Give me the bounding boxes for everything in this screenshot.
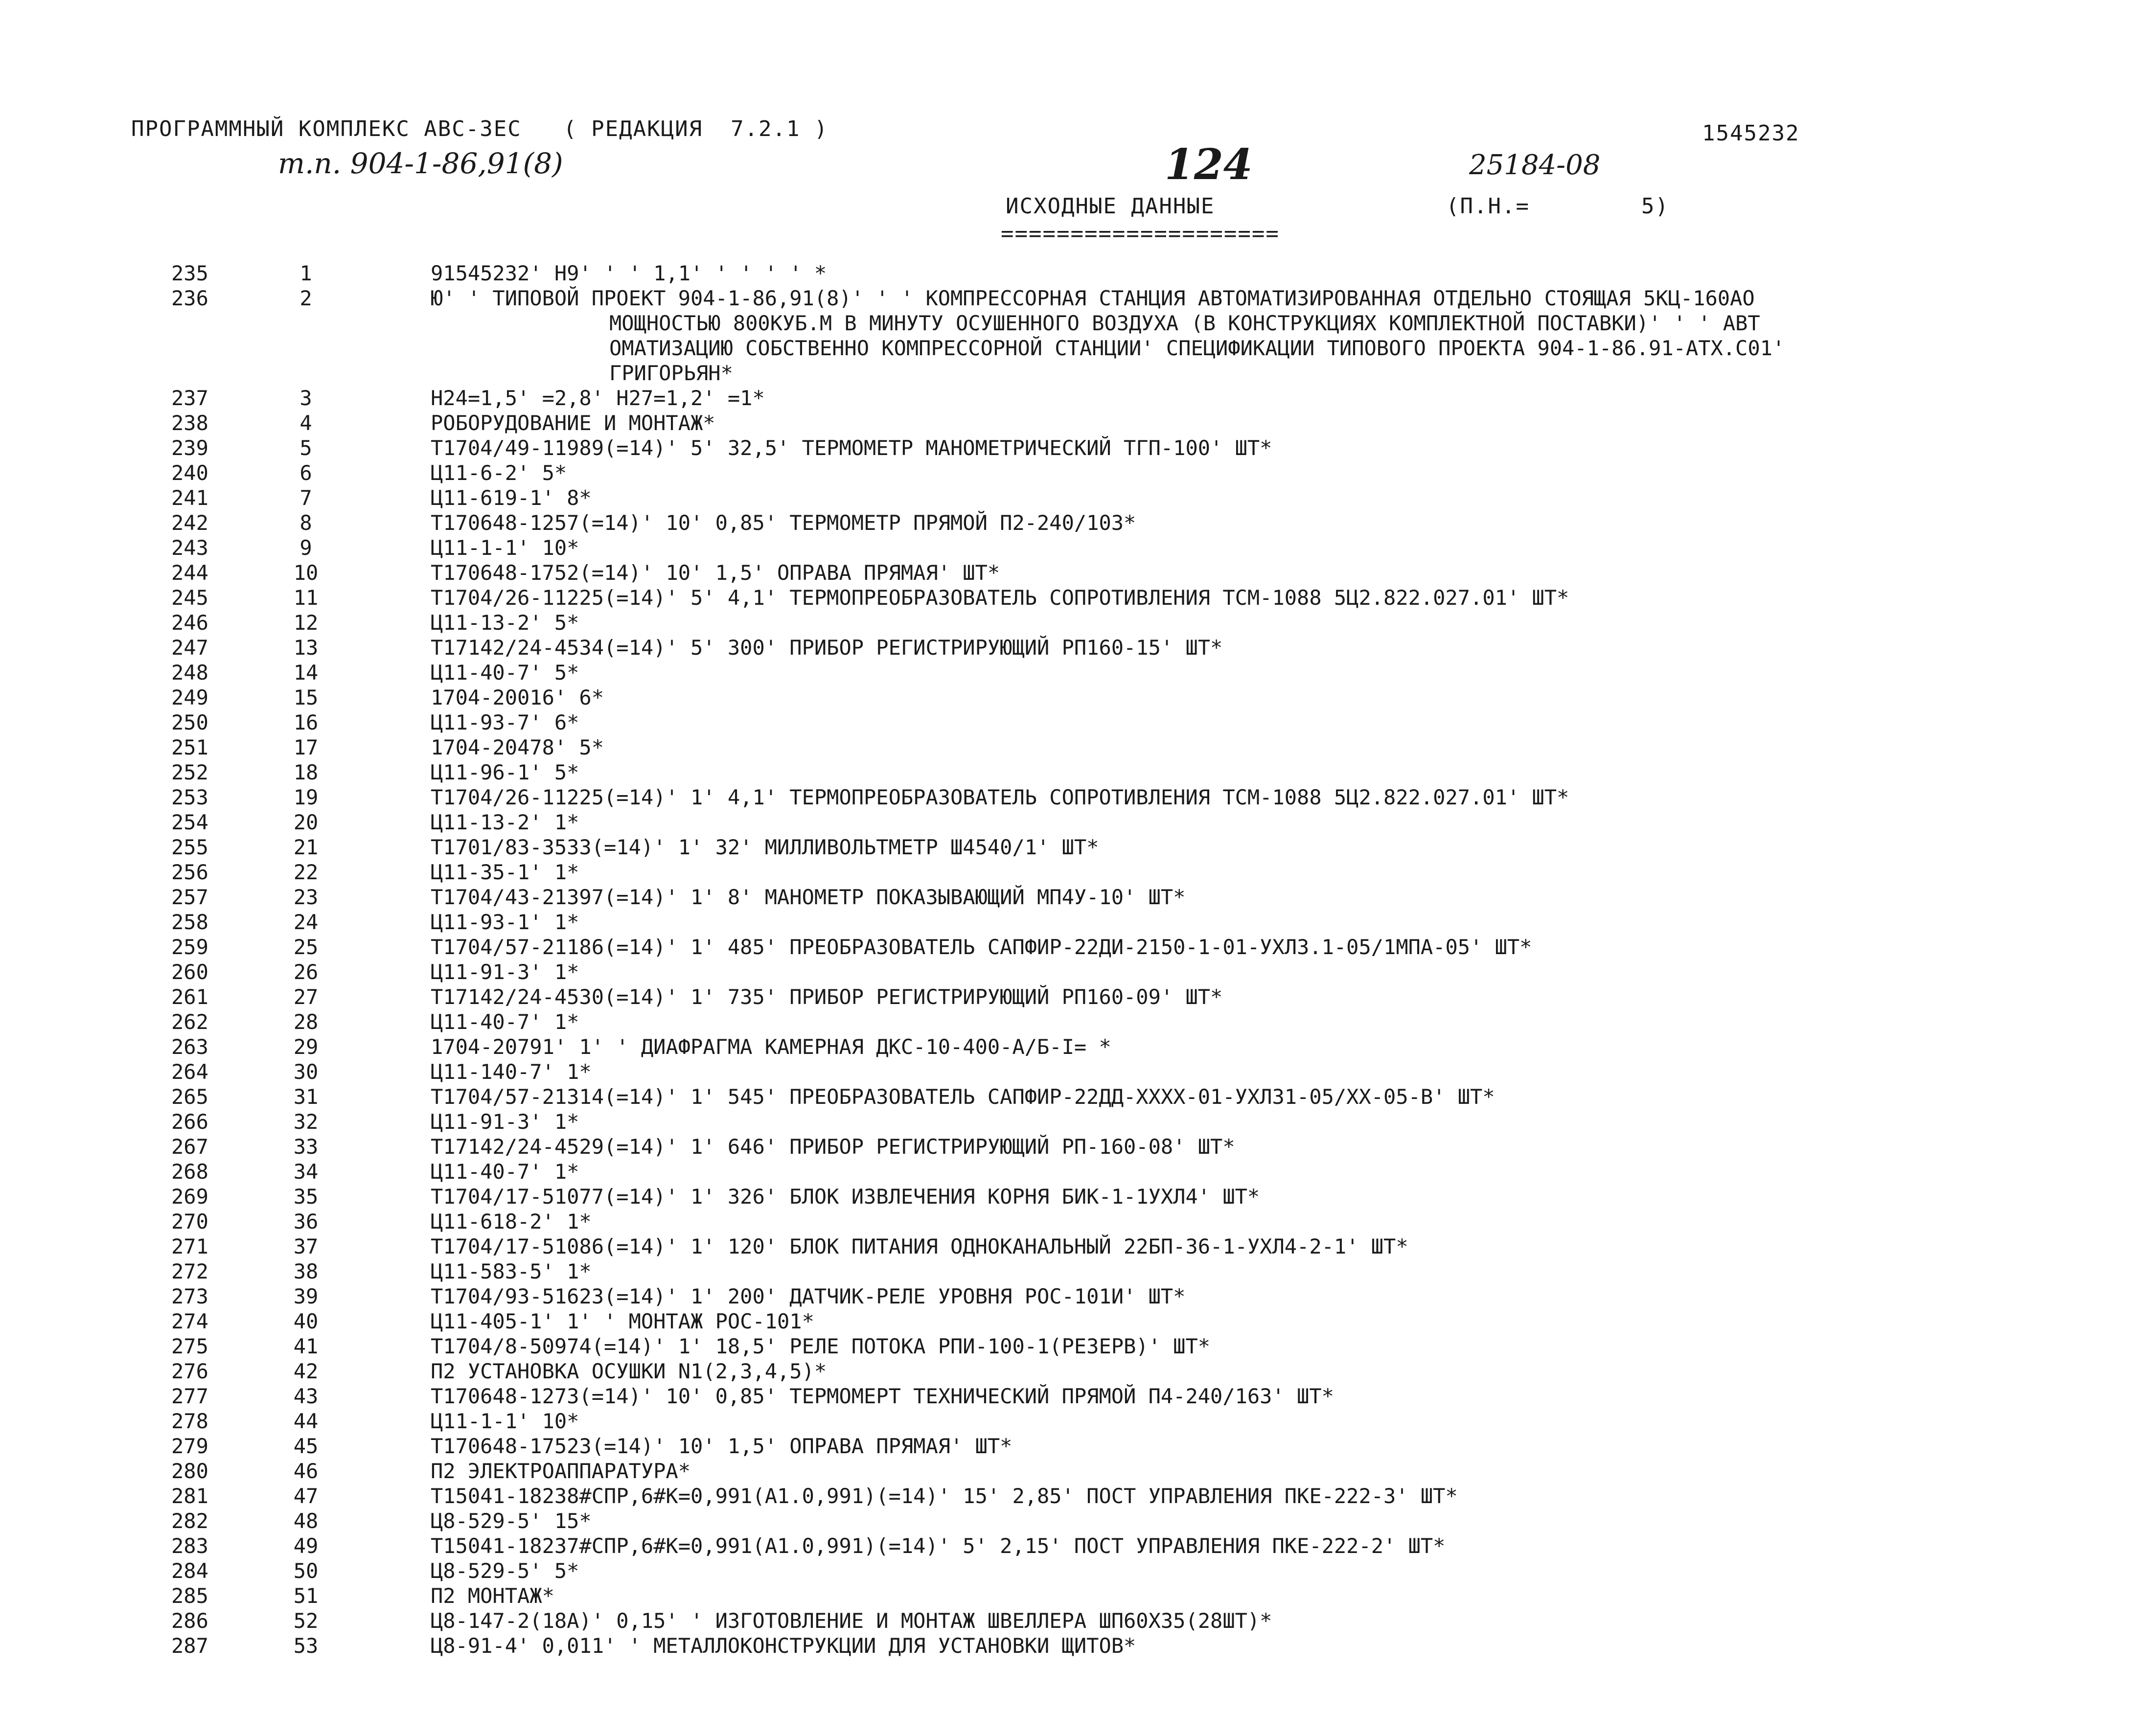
- row-sequence-number: 28: [293, 1010, 319, 1034]
- listing-row: [0, 610, 2140, 635]
- row-sequence-number: 18: [293, 760, 319, 784]
- row-text: Т15041-18237#СПР,6#К=0,991(А1.0,991)(=14)' 5' 2,15' ПОСТ УПРАВЛЕНИЯ ПКЕ-222-2' ШТ*: [431, 1534, 1446, 1558]
- listing-row: [0, 635, 2140, 660]
- row-line-number: 253: [171, 785, 208, 809]
- row-sequence-number: 41: [293, 1334, 319, 1358]
- row-line-number: 264: [171, 1060, 208, 1084]
- row-sequence-number: 9: [299, 536, 312, 560]
- listing-row: [0, 460, 2140, 485]
- row-sequence-number: 21: [293, 835, 319, 859]
- row-sequence-number: 52: [293, 1609, 319, 1633]
- row-line-number: 251: [171, 735, 208, 759]
- row-sequence-number: 23: [293, 885, 319, 909]
- row-text: Ц11-405-1' 1' ' МОНТАЖ РОС-101*: [431, 1309, 814, 1333]
- row-text: Ц11-1-1' 10*: [431, 1409, 579, 1433]
- row-sequence-number: 26: [293, 960, 319, 984]
- row-sequence-number: 4: [299, 411, 312, 435]
- row-sequence-number: 42: [293, 1359, 319, 1383]
- row-text: Ц11-35-1' 1*: [431, 860, 579, 884]
- row-text: РОБОРУДОВАНИЕ И МОНТАЖ*: [431, 411, 715, 435]
- row-sequence-number: 48: [293, 1509, 319, 1533]
- listing-row: [0, 735, 2140, 760]
- program-title: ПРОГРАММНЫЙ КОМПЛЕКС АВС-3ЕС ( РЕДАКЦИЯ 7.2.1 ): [131, 116, 828, 141]
- row-text: Ц11-93-7' 6*: [431, 710, 579, 734]
- row-sequence-number: 31: [293, 1085, 319, 1109]
- row-text: Т1704/26-11225(=14)' 5' 4,1' ТЕРМОПРЕОБРАЗОВАТЕЛЬ СОПРОТИВЛЕНИЯ ТСМ-1088 5Ц2.822.027.01' ШТ*: [431, 586, 1569, 610]
- listing-row: [0, 1334, 2140, 1359]
- page-number-label: (П.Н.= 5): [1446, 194, 1669, 219]
- listing-row: [0, 1184, 2140, 1209]
- row-text: Т15041-18238#СПР,6#К=0,991(А1.0,991)(=14)' 15' 2,85' ПОСТ УПРАВЛЕНИЯ ПКЕ-222-3' ШТ*: [431, 1484, 1458, 1508]
- row-line-number: 282: [171, 1509, 208, 1533]
- row-line-number: 250: [171, 710, 208, 734]
- row-line-number: 252: [171, 760, 208, 784]
- row-text: Ц11-618-2' 1*: [431, 1210, 592, 1233]
- row-text: Т1701/83-3533(=14)' 1' 32' МИЛЛИВОЛЬТМЕТР Ш4540/1' ШТ*: [431, 835, 1099, 859]
- row-line-number: 272: [171, 1259, 208, 1283]
- listing-row: [0, 1633, 2140, 1658]
- row-line-number: 260: [171, 960, 208, 984]
- row-text: Ц11-619-1' 8*: [431, 486, 592, 510]
- row-line-number: 239: [171, 436, 208, 460]
- row-text: Ц11-40-7' 1*: [431, 1010, 579, 1034]
- row-line-number: 285: [171, 1584, 208, 1608]
- listing-row: [0, 710, 2140, 735]
- row-line-number: 245: [171, 586, 208, 610]
- row-sequence-number: 20: [293, 810, 319, 834]
- row-line-number: 278: [171, 1409, 208, 1433]
- section-underline: ====================: [1001, 221, 1280, 246]
- row-text: Т1704/26-11225(=14)' 1' 4,1' ТЕРМОПРЕОБРАЗОВАТЕЛЬ СОПРОТИВЛЕНИЯ ТСМ-1088 5Ц2.822.027.01' ШТ*: [431, 785, 1569, 809]
- row-sequence-number: 10: [293, 561, 319, 585]
- row-sequence-number: 39: [293, 1284, 319, 1308]
- row-sequence-number: 19: [293, 785, 319, 809]
- row-line-number: 279: [171, 1434, 208, 1458]
- listing-row: [0, 386, 2140, 411]
- row-line-number: 255: [171, 835, 208, 859]
- listing-row: [0, 760, 2140, 785]
- row-sequence-number: 40: [293, 1309, 319, 1333]
- listing-row: [0, 1384, 2140, 1409]
- row-text: Ц11-40-7' 1*: [431, 1160, 579, 1184]
- row-text: Ц11-140-7' 1*: [431, 1060, 592, 1084]
- listing-row: [0, 286, 2140, 311]
- row-line-number: 263: [171, 1035, 208, 1059]
- row-line-number: 265: [171, 1085, 208, 1109]
- row-line-number: 268: [171, 1160, 208, 1184]
- listing-row: [0, 535, 2140, 560]
- row-text: Т170648-1752(=14)' 10' 1,5' ОПРАВА ПРЯМАЯ' ШТ*: [431, 561, 1000, 585]
- row-line-number: 267: [171, 1135, 208, 1159]
- row-sequence-number: 38: [293, 1259, 319, 1283]
- row-line-number: 257: [171, 885, 208, 909]
- row-sequence-number: 25: [293, 935, 319, 959]
- row-text: Т17142/24-4530(=14)' 1' 735' ПРИБОР РЕГИСТРИРУЮЩИЙ РП160-09' ШТ*: [431, 985, 1223, 1009]
- row-text: Т1704/57-21314(=14)' 1' 545' ПРЕОБРАЗОВАТЕЛЬ САПФИР-22ДД-ХХХХ-01-УХЛ31-05/ХХ-05-В' ШТ*: [431, 1085, 1495, 1109]
- row-text: П2 МОНТАЖ*: [431, 1584, 554, 1608]
- data-listing: [0, 261, 2140, 1658]
- row-line-number: 258: [171, 910, 208, 934]
- row-text: Ц11-93-1' 1*: [431, 910, 579, 934]
- row-text: Ц11-13-2' 5*: [431, 611, 579, 635]
- listing-row: [0, 1034, 2140, 1059]
- row-sequence-number: 53: [293, 1634, 319, 1658]
- listing-row: [0, 1508, 2140, 1533]
- row-continuation-text: ГРИГОРЬЯН*: [609, 361, 733, 385]
- row-sequence-number: 7: [299, 486, 312, 510]
- row-sequence-number: 1: [299, 261, 312, 285]
- row-line-number: 248: [171, 661, 208, 685]
- row-text: П2 УСТАНОВКА ОСУШКИ N1(2,3,4,5)*: [431, 1359, 827, 1383]
- listing-row: [0, 1209, 2140, 1234]
- row-text: Ц11-91-3' 1*: [431, 1110, 579, 1134]
- row-line-number: 262: [171, 1010, 208, 1034]
- row-sequence-number: 43: [293, 1384, 319, 1408]
- row-text: Т170648-17523(=14)' 10' 1,5' ОПРАВА ПРЯМАЯ' ШТ*: [431, 1434, 1012, 1458]
- listing-row: [0, 984, 2140, 1009]
- listing-row: [0, 1059, 2140, 1084]
- listing-row: [0, 1159, 2140, 1184]
- row-line-number: 246: [171, 611, 208, 635]
- row-line-number: 241: [171, 486, 208, 510]
- listing-row: [0, 510, 2140, 535]
- row-sequence-number: 35: [293, 1185, 319, 1209]
- row-sequence-number: 6: [299, 461, 312, 485]
- row-line-number: 247: [171, 636, 208, 660]
- row-text: Ц8-147-2(18А)' 0,15' ' ИЗГОТОВЛЕНИЕ И МОНТАЖ ШВЕЛЛЕРА ШП60Х35(28ШТ)*: [431, 1609, 1272, 1633]
- row-text: Ц8-91-4' 0,011' ' МЕТАЛЛОКОНСТРУКЦИИ ДЛЯ УСТАНОВКИ ЩИТОВ*: [431, 1634, 1136, 1658]
- listing-row: [0, 810, 2140, 835]
- row-sequence-number: 11: [293, 586, 319, 610]
- listing-row: [0, 261, 2140, 286]
- row-line-number: 283: [171, 1534, 208, 1558]
- row-text: Ц8-529-5' 15*: [431, 1509, 592, 1533]
- row-text: Ц11-1-1' 10*: [431, 536, 579, 560]
- listing-row: [0, 885, 2140, 910]
- listing-row: [0, 1084, 2140, 1109]
- row-line-number: 277: [171, 1384, 208, 1408]
- row-sequence-number: 47: [293, 1484, 319, 1508]
- row-sequence-number: 49: [293, 1534, 319, 1558]
- listing-row: [0, 1558, 2140, 1583]
- row-line-number: 273: [171, 1284, 208, 1308]
- row-sequence-number: 2: [299, 286, 312, 310]
- row-line-number: 243: [171, 536, 208, 560]
- section-title: ИСХОДНЫЕ ДАННЫЕ: [1006, 194, 1215, 219]
- row-sequence-number: 12: [293, 611, 319, 635]
- row-sequence-number: 51: [293, 1584, 319, 1608]
- document-number: 1545232: [1702, 121, 1800, 146]
- listing-row: [0, 1109, 2140, 1134]
- row-text: П2 ЭЛЕКТРОАППАРАТУРА*: [431, 1459, 691, 1483]
- row-text: Н24=1,5' =2,8' Н27=1,2' =1*: [431, 386, 765, 410]
- row-sequence-number: 15: [293, 685, 319, 709]
- listing-row: [0, 1284, 2140, 1309]
- listing-row: [0, 860, 2140, 885]
- row-text: Т1704/49-11989(=14)' 5' 32,5' ТЕРМОМЕТР МАНОМЕТРИЧЕСКИЙ ТГП-100' ШТ*: [431, 436, 1272, 460]
- row-sequence-number: 44: [293, 1409, 319, 1433]
- listing-row: [0, 1409, 2140, 1434]
- listing-row: [0, 336, 2140, 361]
- row-sequence-number: 13: [293, 636, 319, 660]
- listing-row: [0, 1009, 2140, 1034]
- listing-row: [0, 1583, 2140, 1608]
- row-text: Ц8-529-5' 5*: [431, 1559, 579, 1583]
- listing-row: [0, 1234, 2140, 1259]
- listing-row: [0, 660, 2140, 685]
- row-sequence-number: 16: [293, 710, 319, 734]
- row-sequence-number: 24: [293, 910, 319, 934]
- row-text: 1704-20478' 5*: [431, 735, 604, 759]
- row-text: Ц11-6-2' 5*: [431, 461, 567, 485]
- row-sequence-number: 3: [299, 386, 312, 410]
- listing-row: [0, 1484, 2140, 1508]
- row-text: Ц11-13-2' 1*: [431, 810, 579, 834]
- listing-row: [0, 585, 2140, 610]
- listing-row: [0, 785, 2140, 810]
- handwritten-code: 25184-08: [1469, 149, 1601, 181]
- row-sequence-number: 30: [293, 1060, 319, 1084]
- row-text: Т170648-1257(=14)' 10' 0,85' ТЕРМОМЕТР ПРЯМОЙ П2-240/103*: [431, 511, 1136, 535]
- row-line-number: 275: [171, 1334, 208, 1358]
- listing-row: [0, 935, 2140, 959]
- listing-row: [0, 485, 2140, 510]
- row-text: Ц11-40-7' 5*: [431, 661, 579, 685]
- row-line-number: 276: [171, 1359, 208, 1383]
- row-line-number: 244: [171, 561, 208, 585]
- row-sequence-number: 50: [293, 1559, 319, 1583]
- row-text: Т170648-1273(=14)' 10' 0,85' ТЕРМОМЕРТ ТЕХНИЧЕСКИЙ ПРЯМОЙ П4-240/163' ШТ*: [431, 1384, 1334, 1408]
- row-line-number: 256: [171, 860, 208, 884]
- row-line-number: 270: [171, 1210, 208, 1233]
- row-sequence-number: 34: [293, 1160, 319, 1184]
- listing-row: [0, 311, 2140, 336]
- row-sequence-number: 17: [293, 735, 319, 759]
- row-line-number: 271: [171, 1234, 208, 1258]
- listing-row: [0, 910, 2140, 935]
- row-line-number: 281: [171, 1484, 208, 1508]
- row-line-number: 284: [171, 1559, 208, 1583]
- row-sequence-number: 8: [299, 511, 312, 535]
- row-sequence-number: 36: [293, 1210, 319, 1233]
- row-line-number: 236: [171, 286, 208, 310]
- row-text: Т1704/43-21397(=14)' 1' 8' МАНОМЕТР ПОКАЗЫВАЮЩИЙ МП4У-10' ШТ*: [431, 885, 1186, 909]
- row-text: Т1704/8-50974(=14)' 1' 18,5' РЕЛЕ ПОТОКА РПИ-100-1(РЕЗЕРВ)' ШТ*: [431, 1334, 1211, 1358]
- row-sequence-number: 32: [293, 1110, 319, 1134]
- listing-row: [0, 1309, 2140, 1334]
- row-text: 1704-20016' 6*: [431, 685, 604, 709]
- row-line-number: 235: [171, 261, 208, 285]
- row-text: Т1704/93-51623(=14)' 1' 200' ДАТЧИК-РЕЛЕ УРОВНЯ РОС-101И' ШТ*: [431, 1284, 1186, 1308]
- row-text: Ц11-91-3' 1*: [431, 960, 579, 984]
- listing-row: [0, 361, 2140, 386]
- row-line-number: 274: [171, 1309, 208, 1333]
- row-text: Т1704/17-51086(=14)' 1' 120' БЛОК ПИТАНИЯ ОДНОКАНАЛЬНЫЙ 22БП-36-1-УХЛ4-2-1' ШТ*: [431, 1234, 1408, 1258]
- row-text: Т17142/24-4529(=14)' 1' 646' ПРИБОР РЕГИСТРИРУЮЩИЙ РП-160-08' ШТ*: [431, 1135, 1235, 1159]
- row-line-number: 280: [171, 1459, 208, 1483]
- row-text: Ц11-583-5' 1*: [431, 1259, 592, 1283]
- row-sequence-number: 5: [299, 436, 312, 460]
- row-text: Т1704/17-51077(=14)' 1' 326' БЛОК ИЗВЛЕЧЕНИЯ КОРНЯ БИК-1-1УХЛ4' ШТ*: [431, 1185, 1260, 1209]
- row-line-number: 249: [171, 685, 208, 709]
- listing-row: [0, 560, 2140, 585]
- listing-row: [0, 411, 2140, 435]
- listing-row: [0, 1533, 2140, 1558]
- row-line-number: 261: [171, 985, 208, 1009]
- row-sequence-number: 37: [293, 1234, 319, 1258]
- listing-row: [0, 685, 2140, 710]
- row-line-number: 238: [171, 411, 208, 435]
- row-line-number: 240: [171, 461, 208, 485]
- listing-row: [0, 835, 2140, 860]
- row-line-number: 254: [171, 810, 208, 834]
- listing-row: [0, 1459, 2140, 1484]
- row-sequence-number: 14: [293, 661, 319, 685]
- row-line-number: 269: [171, 1185, 208, 1209]
- row-text: 91545232' Н9' ' ' 1,1' ' ' ' ' *: [431, 261, 827, 285]
- row-text: 1704-20791' 1' ' ДИАФРАГМА КАМЕРНАЯ ДКС-10-400-А/Б-I= *: [431, 1035, 1111, 1059]
- listing-row: [0, 1134, 2140, 1159]
- row-sequence-number: 27: [293, 985, 319, 1009]
- listing-row: [0, 1259, 2140, 1284]
- row-line-number: 287: [171, 1634, 208, 1658]
- listing-row: [0, 435, 2140, 460]
- row-text: Ю' ' ТИПОВОЙ ПРОЕКТ 904-1-86,91(8)' ' ' КОМПРЕССОРНАЯ СТАНЦИЯ АВТОМАТИЗИРОВАННАЯ ОТДЕЛЬНО СТОЯЩАЯ 5КЦ-160АО: [431, 286, 1755, 310]
- row-sequence-number: 33: [293, 1135, 319, 1159]
- row-continuation-text: ОМАТИЗАЦИЮ СОБСТВЕННО КОМПРЕССОРНОЙ СТАНЦИИ' СПЕЦИФИКАЦИИ ТИПОВОГО ПРОЕКТА 904-1-86.91-АТХ.С01': [609, 336, 1785, 360]
- row-sequence-number: 22: [293, 860, 319, 884]
- handwritten-page-number: 124: [1165, 140, 1253, 189]
- row-text: Т1704/57-21186(=14)' 1' 485' ПРЕОБРАЗОВАТЕЛЬ САПФИР-22ДИ-2150-1-01-УХЛ3.1-05/1МПА-05' ШТ*: [431, 935, 1532, 959]
- row-line-number: 266: [171, 1110, 208, 1134]
- row-text: Т17142/24-4534(=14)' 5' 300' ПРИБОР РЕГИСТРИРУЮЩИЙ РП160-15' ШТ*: [431, 636, 1223, 660]
- listing-row: [0, 1608, 2140, 1633]
- row-continuation-text: МОЩНОСТЬЮ 800КУБ.М В МИНУТУ ОСУШЕННОГО ВОЗДУХА (В КОНСТРУКЦИЯХ КОМПЛЕКТНОЙ ПОСТАВКИ)' ' ' АВТ: [609, 311, 1760, 335]
- row-line-number: 242: [171, 511, 208, 535]
- listing-row: [0, 959, 2140, 984]
- row-sequence-number: 29: [293, 1035, 319, 1059]
- listing-row: [0, 1434, 2140, 1459]
- row-line-number: 237: [171, 386, 208, 410]
- row-line-number: 259: [171, 935, 208, 959]
- row-sequence-number: 45: [293, 1434, 319, 1458]
- row-line-number: 286: [171, 1609, 208, 1633]
- row-sequence-number: 46: [293, 1459, 319, 1483]
- listing-row: [0, 1359, 2140, 1384]
- handwritten-project-number: т.п. 904-1-86,91(8): [278, 147, 563, 180]
- row-text: Ц11-96-1' 5*: [431, 760, 579, 784]
